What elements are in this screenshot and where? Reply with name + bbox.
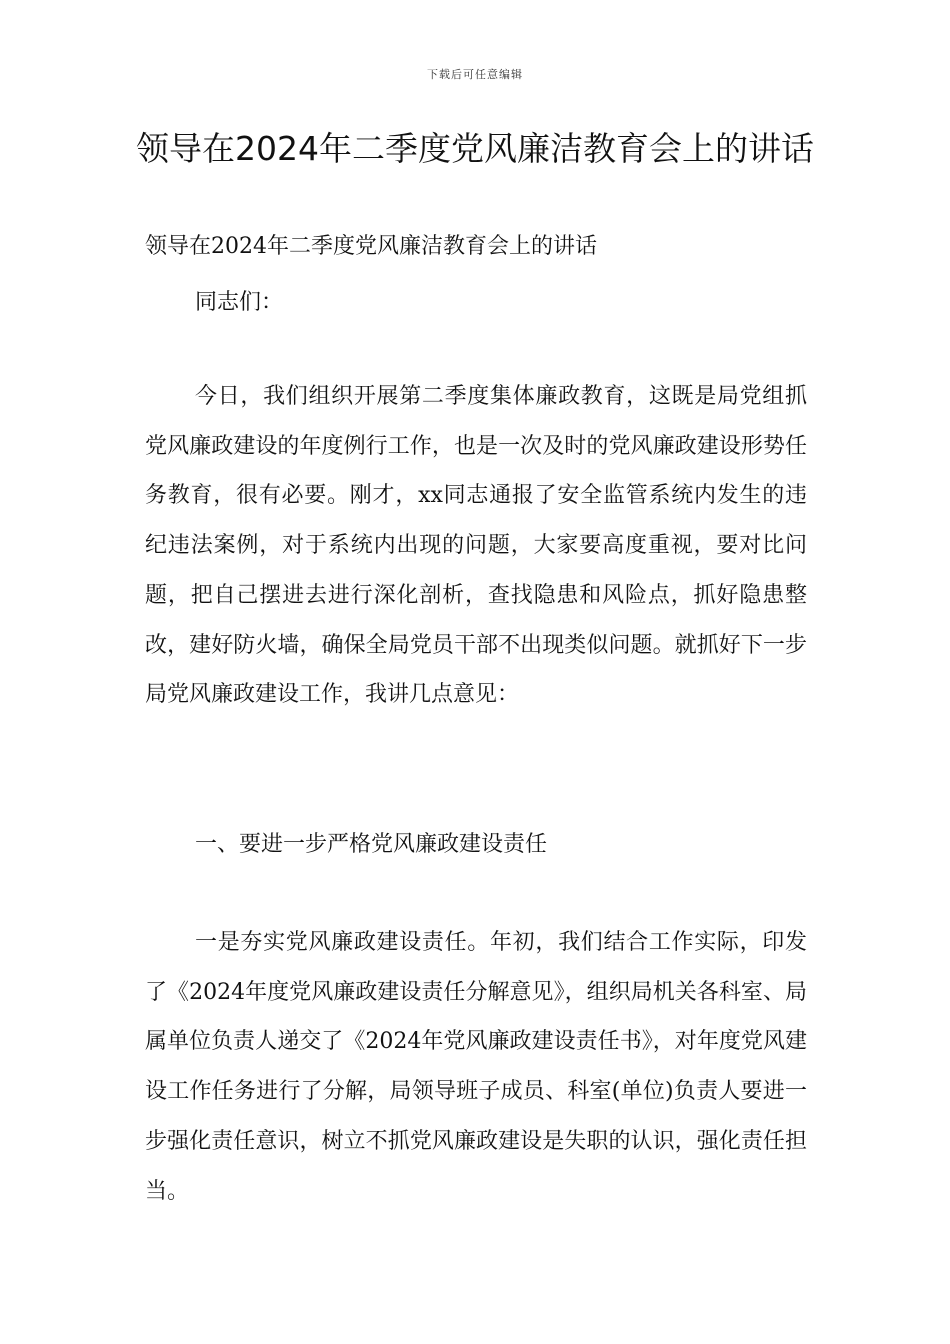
- document-title: 领导在2024年二季度党风廉洁教育会上的讲话: [136, 129, 814, 168]
- paragraph-responsibility: 一是夯实党风廉政建设责任。年初，我们结合工作实际，印发了《2024年度党风廉政建设责任分解意见》，组织局机关各科室、局属单位负责人递交了《2024年党风廉政建设责任书》，对年度党风建设工作任务进行了分解，局领导班子成员、科室(单位)负责人要进一步强化责任意识，树立不抓党风廉政建设是失职的认识，强化责任担当。: [145, 930, 807, 1204]
- document-subtitle: 领导在2024年二季度党风廉洁教育会上的讲话: [145, 234, 597, 259]
- section-heading: 一、要进一步严格党风廉政建设责任: [195, 832, 548, 857]
- paragraph-intro: 今日，我们组织开展第二季度集体廉政教育，这既是局党组抓党风廉政建设的年度例行工作，也是一次及时的党风廉政建设形势任务教育，很有必要。刚才，xx同志通报了安全监管系统内发生的违纪违法案例，对于系统内出现的问题，大家要高度重视，要对比问题，把自己摆进去进行深化剖析，查找隐患和风险点，抓好隐患整改，建好防火墙，确保全局党员干部不出现类似问题。就抓好下一步局党风廉政建设工作，我讲几点意见：: [145, 384, 807, 708]
- header-note: 下载后可任意编辑: [427, 68, 523, 81]
- salutation: 同志们：: [195, 290, 284, 315]
